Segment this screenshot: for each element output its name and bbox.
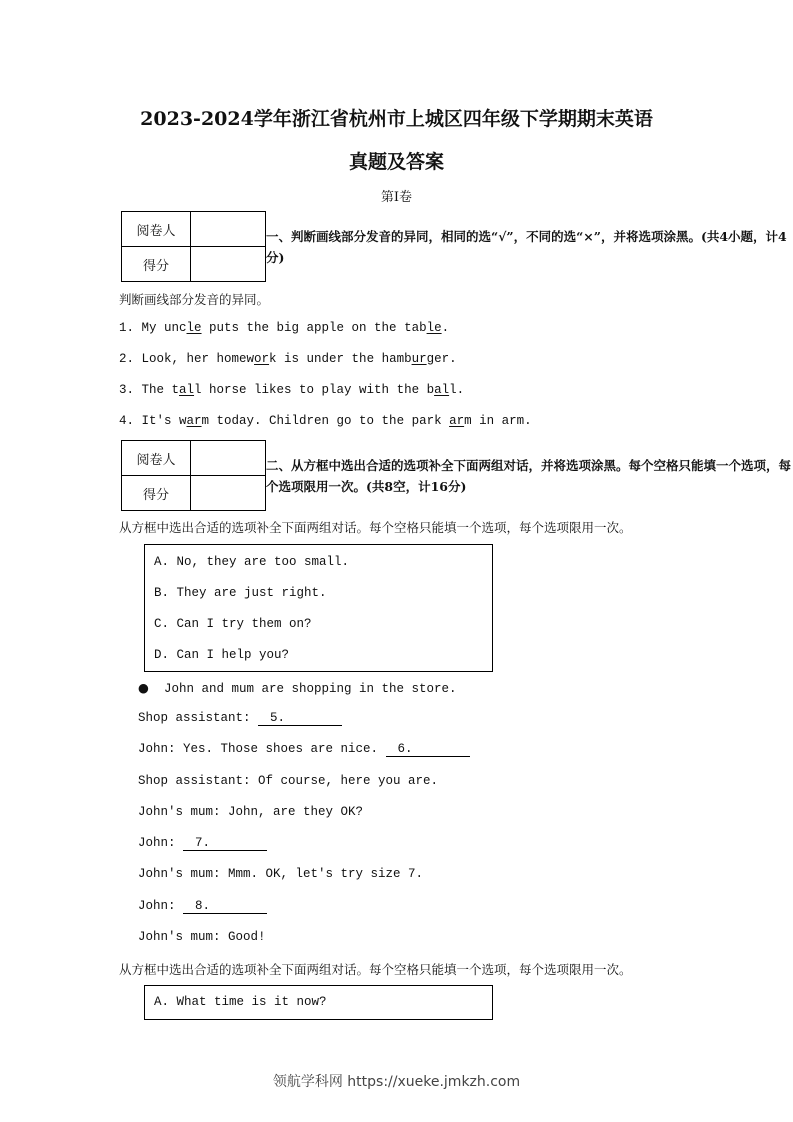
reviewer-cell bbox=[191, 212, 266, 247]
question-3: 3. The tall horse likes to play with the ball. bbox=[119, 383, 465, 397]
section2-instruction: 从方框中选出合适的选项补全下面两组对话。每个空格只能填一个选项，每个选项限用一次。 bbox=[119, 520, 632, 535]
question-2: 2. Look, her homework is under the hamburger. bbox=[119, 352, 457, 366]
dialogue-line: Shop assistant: 5. bbox=[138, 711, 342, 726]
dialogue-line: John: Yes. Those shoes are nice. 6. bbox=[138, 742, 470, 757]
score-cell bbox=[191, 476, 266, 511]
options-box bbox=[144, 544, 493, 672]
answer-blank-7[interactable]: 7. bbox=[183, 836, 267, 851]
bullet-icon: ● bbox=[138, 680, 149, 695]
dialogue-line: John: 8. bbox=[138, 899, 267, 914]
dialogue-line: John: 7. bbox=[138, 836, 267, 851]
page-title-line2: 真题及答案 bbox=[348, 151, 444, 173]
reviewer-cell bbox=[191, 441, 266, 476]
page-title-line1: 2023-2024学年浙江省杭州市上城区四年级下学期期末英语 bbox=[140, 108, 653, 130]
score-label: 得分 bbox=[122, 476, 191, 511]
answer-blank-5[interactable]: 5. bbox=[258, 711, 342, 726]
dialogue-line: John's mum: Good! bbox=[138, 930, 266, 944]
underlined-sound: ar bbox=[449, 414, 465, 428]
underlined-sound: ur bbox=[411, 352, 427, 366]
underlined-sound: le bbox=[426, 321, 442, 335]
section1-heading: 一、判断画线部分发音的异同，相同的选“√”，不同的选“×”，并将选项涂黑。(共4小题，计4分) bbox=[266, 229, 787, 265]
underlined-sound: al bbox=[179, 383, 195, 397]
option-a: A. What time is it now? bbox=[154, 995, 327, 1009]
question-1: 1. My uncle puts the big apple on the table. bbox=[119, 321, 450, 335]
section2-heading: 二、从方框中选出合适的选项补全下面两组对话，并将选项涂黑。每个空格只能填一个选项，每个选项限用一次。(共8空，计16分) bbox=[266, 458, 792, 494]
reviewer-label: 阅卷人 bbox=[122, 441, 191, 476]
score-cell bbox=[191, 247, 266, 282]
dialogue-line: Shop assistant: Of course, here you are. bbox=[138, 774, 439, 788]
answer-blank-6[interactable]: 6. bbox=[386, 742, 470, 757]
dialogue-line: John's mum: Mmm. OK, let's try size 7. bbox=[138, 867, 424, 881]
underlined-sound: ar bbox=[186, 414, 202, 428]
dialogue-line: John's mum: John, are they OK? bbox=[138, 805, 364, 819]
option-c: C. Can I try them on? bbox=[154, 617, 312, 631]
options-box-2 bbox=[144, 985, 493, 1020]
footer-watermark: 领航学科网 https://xueke.jmkzh.com bbox=[272, 1074, 521, 1090]
underlined-sound: al bbox=[434, 383, 450, 397]
option-b: B. They are just right. bbox=[154, 586, 327, 600]
dialogue-scene: ● John and mum are shopping in the store. bbox=[138, 680, 457, 696]
section2-instruction-2: 从方框中选出合适的选项补全下面两组对话。每个空格只能填一个选项，每个选项限用一次。 bbox=[119, 962, 632, 977]
option-a: A. No, they are too small. bbox=[154, 555, 350, 569]
question-4: 4. It's warm today. Children go to the park arm in arm. bbox=[119, 414, 532, 428]
answer-blank-8[interactable]: 8. bbox=[183, 899, 267, 914]
underlined-sound: le bbox=[186, 321, 202, 335]
underlined-sound: or bbox=[254, 352, 270, 366]
score-label: 得分 bbox=[122, 247, 191, 282]
score-table-1 bbox=[121, 211, 266, 282]
volume-label: 第I卷 bbox=[380, 190, 413, 205]
reviewer-label: 阅卷人 bbox=[122, 212, 191, 247]
score-table-2 bbox=[121, 440, 266, 511]
section1-instruction: 判断画线部分发音的异同。 bbox=[119, 292, 270, 307]
option-d: D. Can I help you? bbox=[154, 648, 290, 662]
